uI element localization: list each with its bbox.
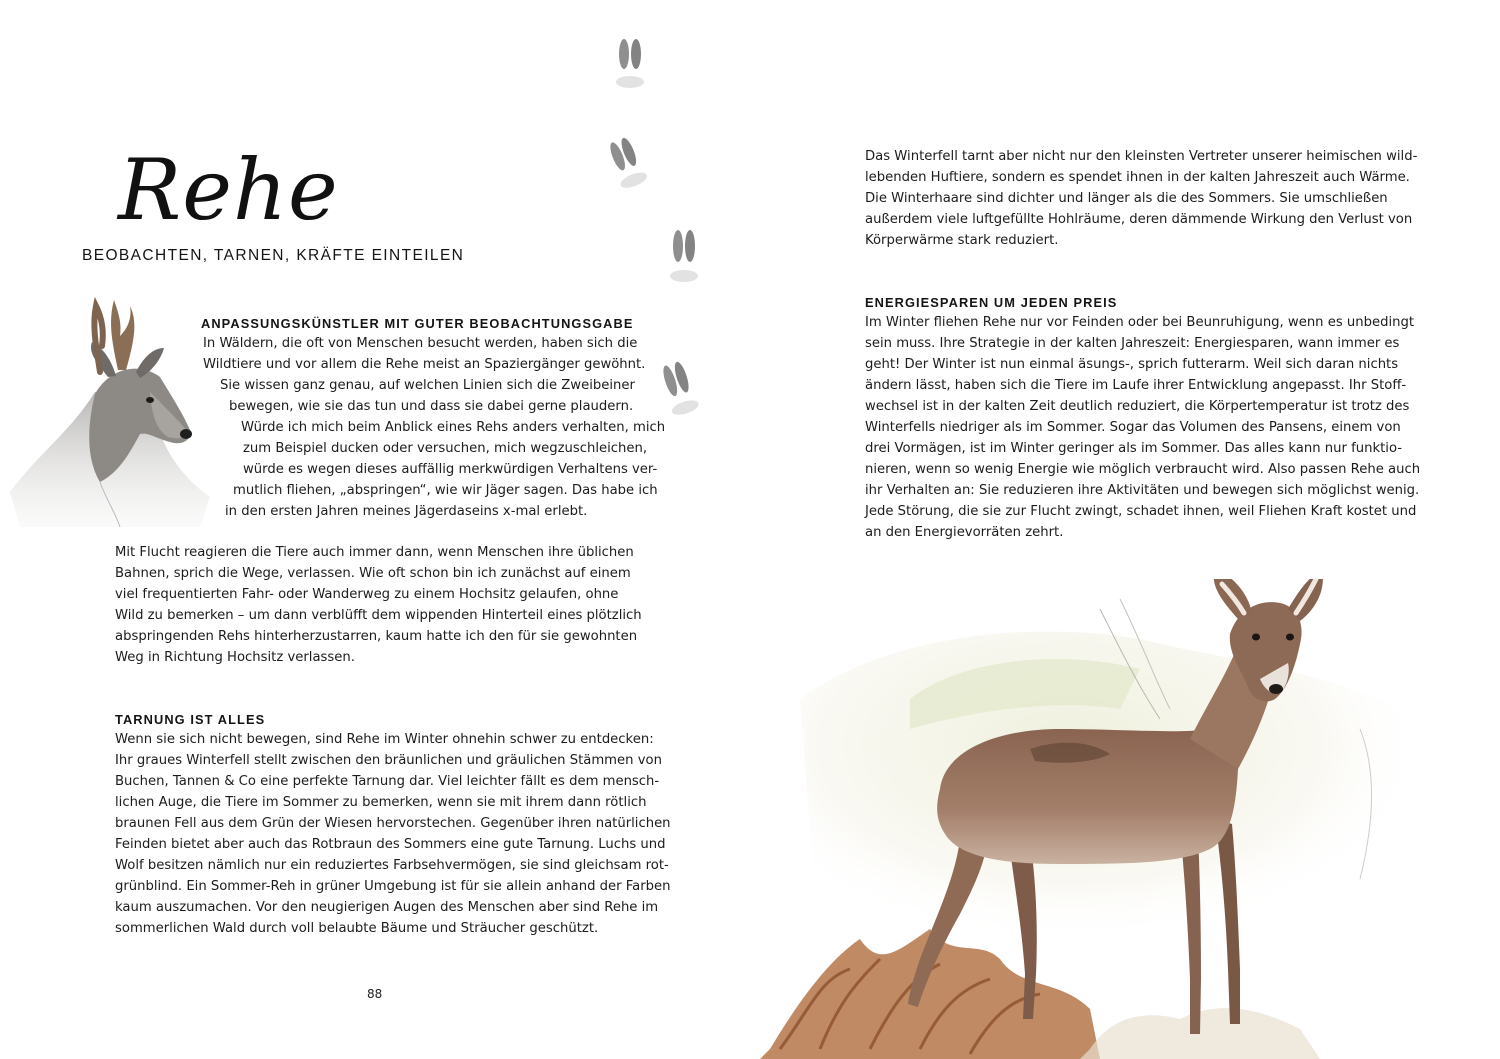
section-heading-anpassung: ANPASSUNGSKÜNSTLER MIT GUTER BEOBACHTUNGSGABE [201, 316, 634, 331]
page-title: Rehe [118, 141, 339, 239]
text-line: mutlich fliehen, „abspringen“, wie wir Jäger sagen. Das habe ich [233, 483, 658, 498]
section-heading-energiesparen: ENERGIESPAREN UM JEDEN PREIS [865, 295, 1118, 310]
roe-deer-doe-illustration [760, 579, 1440, 1059]
text-line: Ihr graues Winterfell stellt zwischen den bräunlichen und gräulichen Stämmen von [115, 753, 662, 768]
hoof-track-icon [616, 39, 644, 88]
paragraph-flucht [115, 542, 655, 668]
text-line: abspringenden Rehs hinterherzustarren, kaum hatte ich den für sie gewohnten [115, 629, 638, 644]
text-line: Jede Störung, die sie zur Flucht zwingt, schadet ihnen, weil Fliehen Kraft kostet und [865, 504, 1417, 519]
text-line: in den ersten Jahren meines Jägerdaseins x-mal erlebt. [225, 504, 588, 519]
paragraph-tarnung [115, 729, 671, 939]
text-line: Mit Flucht reagieren die Tiere auch immer dann, wenn Menschen ihre üblichen [115, 545, 634, 560]
text-line: Buchen, Tannen & Co eine perfekte Tarnung dar. Viel leichter fällt es dem mensch- [115, 774, 660, 789]
hoof-track-icon [658, 359, 701, 417]
text-line: sein muss. Ihre Strategie in der kalten Jahreszeit: Energiesparen, wann immer es [865, 336, 1400, 351]
text-line: Sie wissen ganz genau, auf welchen Linien sich die Zweibeiner [220, 378, 635, 393]
text-line: lebenden Huftiere, sondern es spendet ihnen in der kalten Jahreszeit auch Wärme. [865, 170, 1410, 185]
text-line: Wild zu bemerken – um dann verblüfft dem wippenden Hinterteil eines plötzlich [115, 608, 642, 623]
text-line: grünblind. Ein Sommer-Reh in grüner Umgebung ist für sie allein anhand der Farben [115, 879, 671, 894]
text-line: Im Winter fliehen Rehe nur vor Feinden oder bei Beunruhigung, wenn es unbedingt [865, 315, 1415, 330]
text-line: an den Energievorräten zehrt. [865, 525, 1064, 540]
text-line: Wolf besitzen nämlich nur ein reduziertes Farbsehvermögen, sie sind gleichsam rot- [115, 858, 669, 873]
text-line: Wildtiere und vor allem die Rehe meist an Spaziergänger gewöhnt. [203, 357, 646, 372]
text-line: viel frequentierten Fahr- oder Wanderweg zu einem Hochsitz gelaufen, ohne [115, 587, 619, 602]
hoof-track-icon [670, 230, 698, 282]
section-heading-tarnung: TARNUNG IST ALLES [115, 712, 266, 727]
paragraph-energiesparen [865, 312, 1421, 543]
text-line: Das Winterfell tarnt aber nicht nur den kleinsten Vertreter unserer heimischen wild- [865, 149, 1418, 164]
text-line: ändern lässt, haben sich die Tiere im Laufe ihrer Entwicklung angepasst. Ihr Stoff- [865, 378, 1407, 393]
text-line: zum Beispiel ducken oder versuchen, mich wegzuschleichen, [243, 441, 648, 456]
text-line: bewegen, wie sie das tun und dass sie dabei gerne plaudern. [229, 399, 634, 414]
text-line: wechsel ist in der kalten Zeit deutlich reduziert, die Körpertemperatur ist trotz des [865, 399, 1410, 414]
text-line: kaum auszumachen. Vor den neugierigen Augen des Menschen aber sind Rehe im [115, 900, 659, 915]
text-line: ihr Verhalten an: Sie reduzieren ihre Aktivitäten und bewegen sich möglichst wenig. [865, 483, 1420, 498]
roe-buck-head-illustration [0, 282, 230, 532]
page-subtitle: BEOBACHTEN, TARNEN, KRÄFTE EINTEILEN [82, 247, 465, 264]
paragraph-winterfell [865, 146, 1418, 251]
text-line: geht! Der Winter ist nun einmal äsungs-, sprich futterarm. Weil sich daran nichts [865, 357, 1399, 372]
text-line: außerdem viele luftgefüllte Hohlräume, deren dämmende Wirkung den Verlust von [865, 212, 1413, 227]
text-line: nieren, wenn so wenig Energie wie möglich verbraucht wird. Also passen Rehe auch [865, 462, 1421, 477]
page-number: 88 [367, 987, 383, 1001]
text-line: lichen Auge, die Tiere im Sommer zu bemerken, wenn sie mit ihrem dann rötlich [115, 795, 647, 810]
hoof-track-icon [605, 135, 649, 191]
text-line: Winterfells niedriger als im Sommer. Sogar das Volumen des Pansens, einem von [865, 420, 1401, 435]
text-line: Die Winterhaare sind dichter und länger als die des Sommers. Sie umschließen [865, 191, 1388, 206]
text-line: Würde ich mich beim Anblick eines Rehs anders verhalten, mich [241, 420, 666, 435]
text-line: Weg in Richtung Hochsitz verlassen. [115, 650, 355, 665]
text-line: Bahnen, sprich die Wege, verlassen. Wie oft schon bin ich zunächst auf einem [115, 566, 631, 581]
text-line: sommerlichen Wald durch voll belaubte Bäume und Sträucher geschützt. [115, 921, 599, 936]
text-line: würde es wegen dieses auffällig merkwürdigen Verhaltens ver- [243, 462, 658, 477]
text-line: Wenn sie sich nicht bewegen, sind Rehe im Winter ohnehin schwer zu entdecken: [115, 732, 654, 747]
text-line: In Wäldern, die oft von Menschen besucht werden, haben sich die [203, 336, 638, 351]
text-line: drei Vormägen, ist im Winter geringer als im Sommer. Das alles kann nur funktio- [865, 441, 1403, 456]
text-line: braunen Fell aus dem Grün der Wiesen hervorstechen. Gegenüber ihren natürlichen [115, 816, 671, 831]
text-line: Körperwärme stark reduziert. [865, 233, 1059, 248]
text-line: Feinden bietet aber auch das Rotbraun des Sommers eine gute Tarnung. Luchs und [115, 837, 666, 852]
